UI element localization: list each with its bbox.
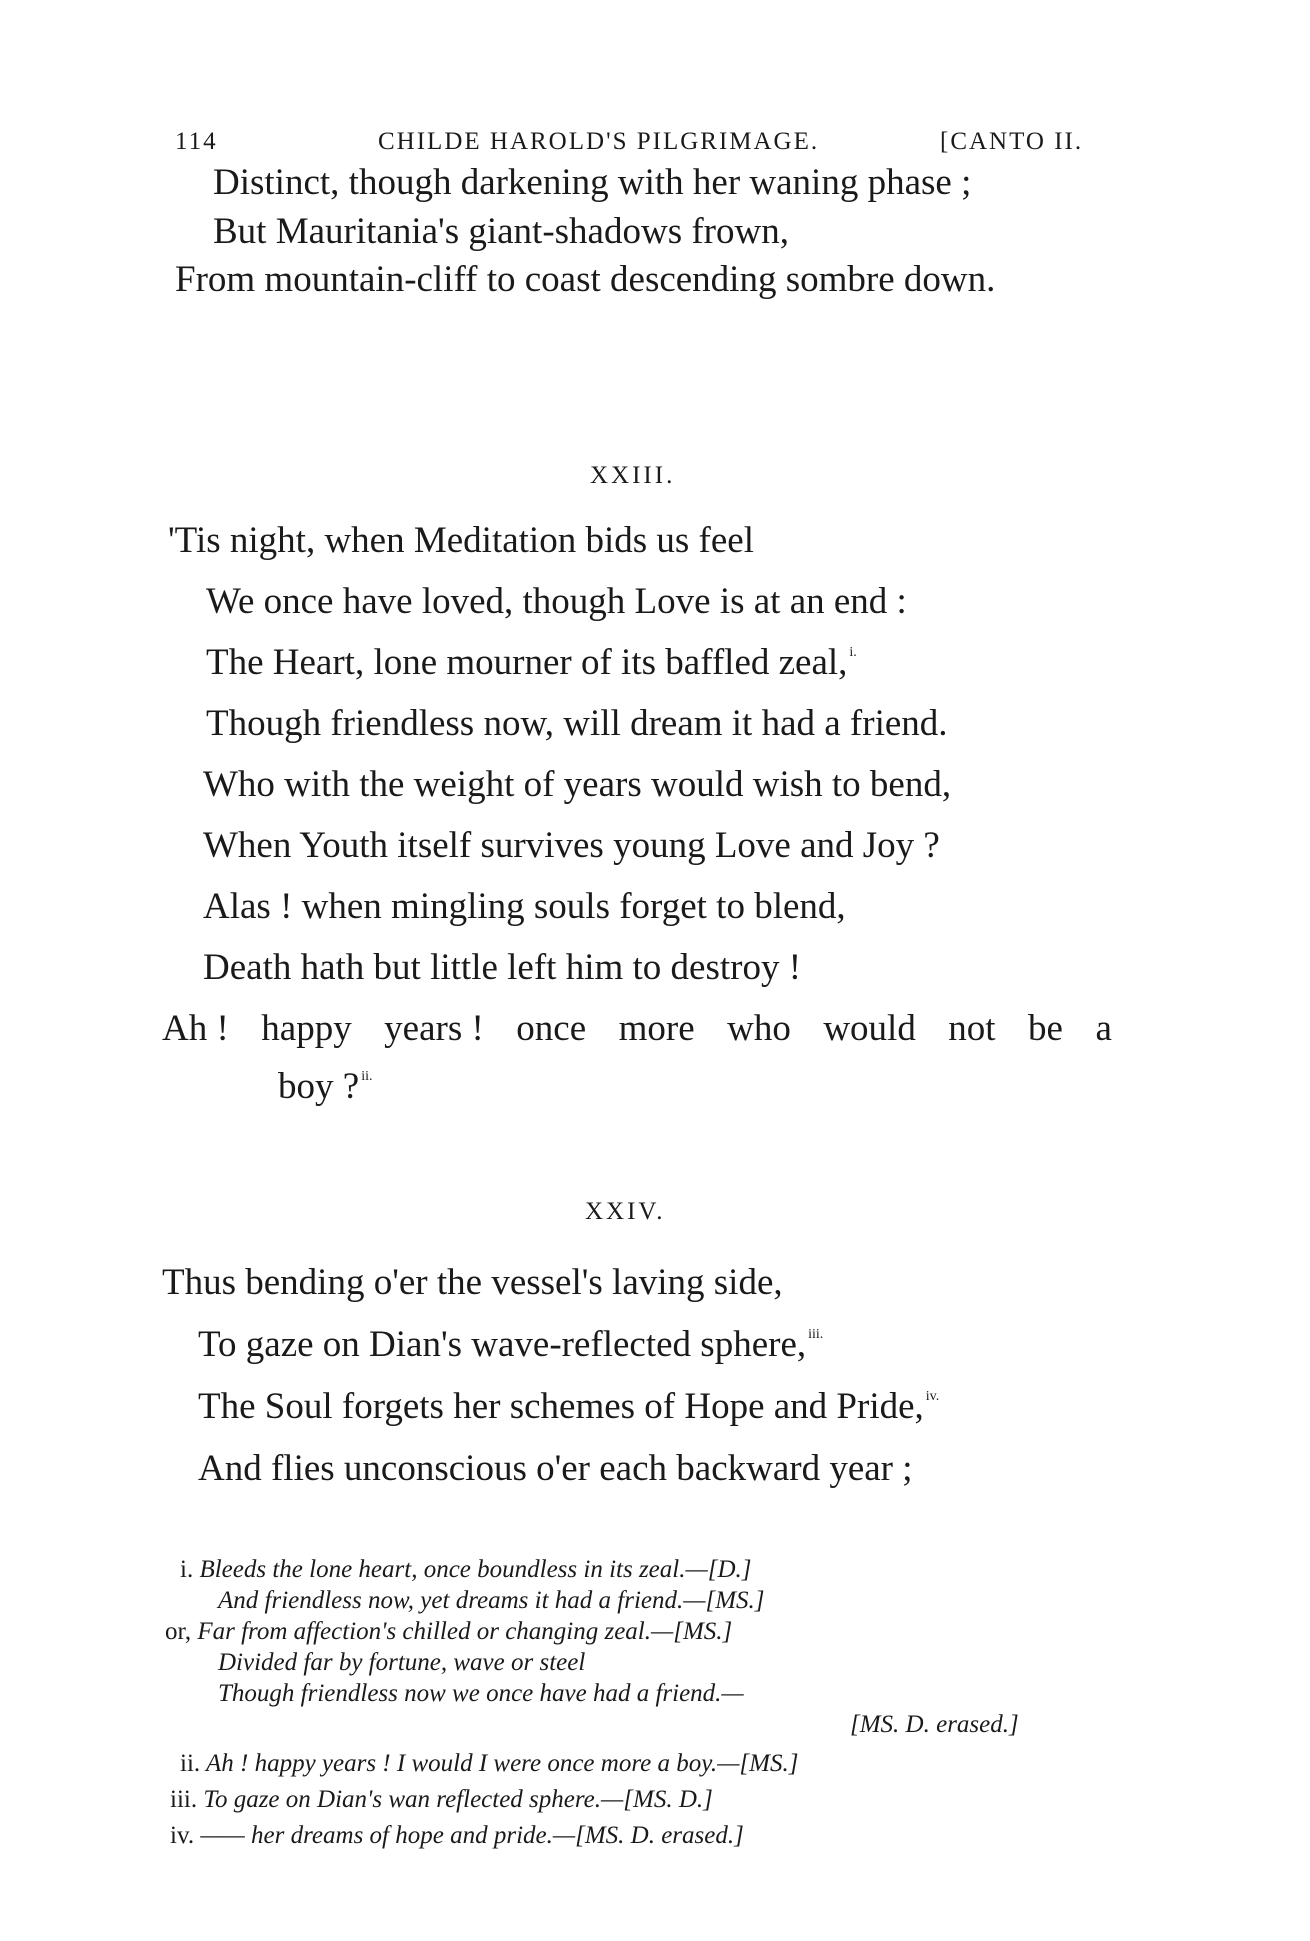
note-ref: i. bbox=[849, 645, 857, 660]
verse-line: We once have loved, though Love is at an end : bbox=[206, 581, 907, 622]
page-number: 114 bbox=[175, 128, 218, 155]
word: years ! bbox=[384, 1008, 484, 1049]
note-ref: iii. bbox=[808, 1327, 824, 1342]
footnote-number: iii. bbox=[170, 1786, 198, 1813]
footnote-i bbox=[180, 1557, 751, 1582]
canto-label: [CANTO II. bbox=[940, 128, 1084, 155]
verse-line: Distinct, though darkening with her waning phase ; bbox=[213, 162, 972, 203]
verse-line bbox=[206, 644, 857, 681]
footnote-text: Bleeds the lone heart, once boundless in its zeal. bbox=[199, 1556, 686, 1583]
verse-line: When Youth itself survives young Love and Joy ? bbox=[203, 825, 940, 866]
verse-text: The Soul forgets her schemes of Hope and Pride, bbox=[198, 1386, 924, 1427]
verse-line: Alas ! when mingling souls forget to blend, bbox=[203, 886, 846, 927]
footnote-text: Ah ! happy years ! I would I were once more a boy. bbox=[205, 1750, 718, 1777]
word: happy bbox=[261, 1008, 352, 1049]
footnote-line bbox=[218, 1588, 765, 1613]
stanza-number: XXIII. bbox=[590, 462, 676, 489]
book-title: CHILDE HAROLD'S PILGRIMAGE. bbox=[378, 128, 820, 155]
word: who bbox=[727, 1008, 791, 1049]
verse-text: To gaze on Dian's wave-reflected sphere, bbox=[198, 1324, 807, 1365]
verse-text: The Heart, lone mourner of its baffled zeal, bbox=[206, 642, 848, 683]
footnote-source: —[MS.] bbox=[651, 1618, 733, 1645]
verse-line-justified bbox=[162, 1010, 1112, 1047]
note-ref: ii. bbox=[361, 1069, 373, 1084]
footnote-line: Though friendless now we once have had a friend.— bbox=[218, 1680, 744, 1707]
footnote-iv bbox=[170, 1823, 744, 1848]
verse-line: Who with the weight of years would wish to bend, bbox=[203, 764, 952, 805]
footnote-source: —[MS. D. erased.] bbox=[552, 1822, 744, 1849]
stanza-number: XXIV. bbox=[585, 1198, 666, 1225]
footnote-text: Far from affection's chilled or changing zeal. bbox=[197, 1618, 652, 1645]
verse-line: Death hath but little left him to destroy ! bbox=[203, 947, 802, 988]
footnote-ii bbox=[180, 1751, 798, 1776]
word: would bbox=[823, 1008, 916, 1049]
word: be bbox=[1028, 1008, 1063, 1049]
verse-line bbox=[198, 1388, 939, 1425]
verse-line: And flies unconscious o'er each backward year ; bbox=[198, 1448, 913, 1489]
word: once bbox=[516, 1008, 587, 1049]
footnote-line: Divided far by fortune, wave or steel bbox=[218, 1649, 586, 1676]
verse-line: Though friendless now, will dream it had a friend. bbox=[206, 703, 948, 744]
verse-line bbox=[198, 1326, 823, 1363]
footnote-source: [MS. D. erased.] bbox=[850, 1711, 1019, 1738]
footnote-iii bbox=[170, 1787, 713, 1812]
word: Ah ! bbox=[162, 1008, 229, 1049]
footnote-text: —— her dreams of hope and pride. bbox=[200, 1822, 553, 1849]
verse-line bbox=[278, 1068, 372, 1105]
footnote-text: And friendless now, yet dreams it had a friend. bbox=[218, 1587, 684, 1614]
word: not bbox=[948, 1008, 996, 1049]
verse-line: 'Tis night, when Meditation bids us feel bbox=[168, 520, 754, 561]
footnote-line bbox=[165, 1619, 732, 1644]
footnote-source: —[D.] bbox=[685, 1556, 752, 1583]
word: a bbox=[1095, 1008, 1112, 1049]
verse-line: From mountain-cliff to coast descending sombre down. bbox=[175, 259, 996, 300]
verse-line: But Mauritania's giant-shadows frown, bbox=[213, 211, 789, 252]
footnote-number: iv. bbox=[170, 1822, 195, 1849]
word: more bbox=[618, 1008, 695, 1049]
footnote-or: or, bbox=[165, 1618, 192, 1645]
footnote-text: To gaze on Dian's wan reflected sphere. bbox=[203, 1786, 602, 1813]
footnote-number: i. bbox=[180, 1556, 194, 1583]
footnote-source: —[MS.] bbox=[683, 1587, 765, 1614]
footnote-source: —[MS. D.] bbox=[601, 1786, 713, 1813]
footnote-number: ii. bbox=[180, 1750, 201, 1777]
verse-text: boy ? bbox=[278, 1066, 360, 1107]
verse-line: Thus bending o'er the vessel's laving side, bbox=[162, 1262, 783, 1303]
footnote-source: —[MS.] bbox=[717, 1750, 799, 1777]
note-ref: iv. bbox=[925, 1389, 940, 1404]
